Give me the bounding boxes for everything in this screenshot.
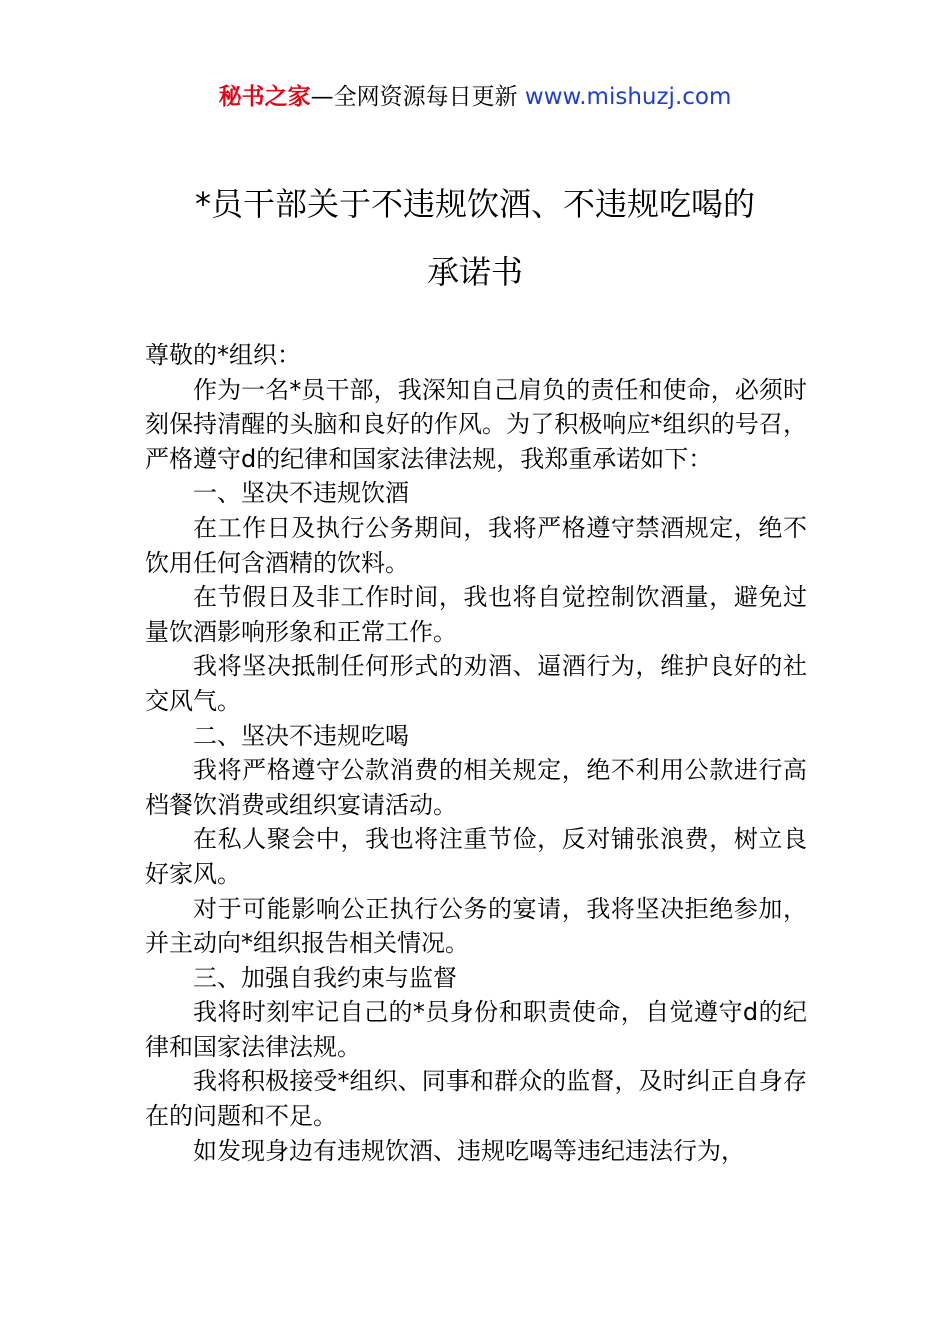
body-paragraph: 我将积极接受*组织、同事和群众的监督，及时纠正自身存在的问题和不足。: [145, 1067, 807, 1131]
body-paragraph: 在私人聚会中，我也将注重节俭，反对铺张浪费，树立良好家风。: [145, 825, 807, 888]
document-title-line-2: 承诺书: [426, 253, 523, 291]
section-heading-1: 一、坚决不违规饮酒: [193, 479, 409, 508]
intro-paragraph: 作为一名*员干部，我深知自己肩负的责任和使命，必须时刻保持清醒的头脑和良好的作风。为了积极响应*组织的号召，严格遵守d的纪律和国家法律法规，我郑重承诺如下：: [145, 375, 807, 473]
site-tagline: —全网资源每日更新: [310, 84, 525, 110]
body-paragraph: 我将严格遵守公款消费的相关规定，绝不利用公款进行高档餐饮消费或组织宴请活动。: [145, 756, 807, 819]
body-paragraph: 我将时刻牢记自己的*员身份和职责使命，自觉遵守d的纪律和国家法律法规。: [145, 998, 807, 1061]
site-url-link[interactable]: www.mishuzj.com: [524, 84, 732, 110]
document-body: [145, 338, 807, 1168]
body-paragraph: 如发现身边有违规饮酒、违规吃喝等违纪违法行为，: [193, 1136, 745, 1165]
body-paragraph: 在节假日及非工作时间，我也将自觉控制饮酒量，避免过量饮酒影响形象和正常工作。: [145, 583, 807, 646]
document-title-line-1: *员干部关于不违规饮酒、不违规吃喝的: [194, 185, 755, 223]
body-paragraph: 对于可能影响公正执行公务的宴请，我将坚决拒绝参加，并主动向*组织报告相关情况。: [145, 894, 807, 958]
body-paragraph: 我将坚决抵制任何形式的劝酒、逼酒行为，维护良好的社交风气。: [145, 652, 807, 715]
section-heading-2: 二、坚决不违规吃喝: [193, 721, 409, 750]
section-heading-3: 三、加强自我约束与监督: [193, 963, 457, 992]
document-title: [100, 170, 850, 306]
site-brand: 秘书之家: [218, 84, 311, 110]
body-paragraph: 在工作日及执行公务期间，我将严格遵守禁酒规定，绝不饮用任何含酒精的饮料。: [145, 513, 807, 577]
salutation: 尊敬的*组织：: [145, 341, 301, 369]
site-header: [0, 80, 950, 114]
